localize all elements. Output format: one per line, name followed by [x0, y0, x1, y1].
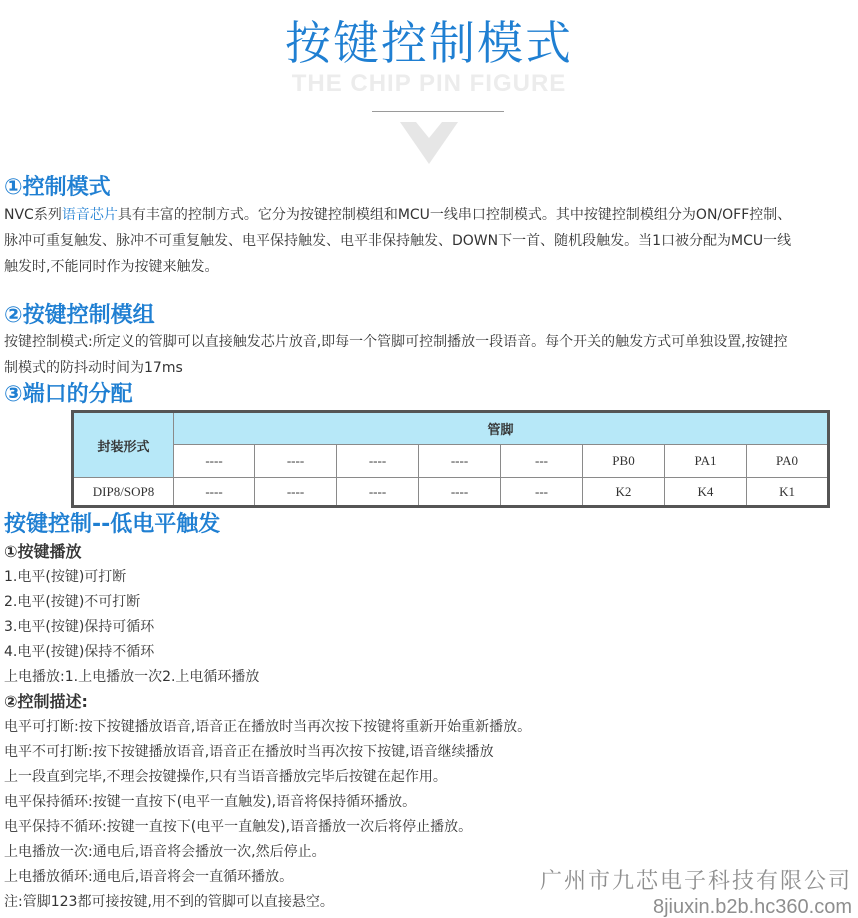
table-pin-name: PB0 — [583, 445, 665, 478]
table-pin-name: --- — [501, 445, 583, 478]
list-item: 上电播放:1.上电播放一次2.上电循环播放 — [4, 669, 260, 685]
table-cell: ---- — [174, 478, 255, 507]
section-paragraph-key-control: 按键控制模式:所定义的管脚可以直接触发芯片放音,即每一个管脚可控制播放一段语音。每个开关的触发方式可单独设置,按键控制模式的防抖动时间为17ms — [4, 334, 788, 376]
table-cell: K1 — [747, 478, 829, 507]
description-line: 电平保持循环:按键一直按下(电平一直触发),语音将保持循环播放。 — [4, 794, 417, 810]
section-heading-control-mode: ①控制模式 — [4, 175, 111, 200]
chevron-down-icon — [400, 122, 458, 164]
list-item: 2.电平(按键)不可打断 — [4, 594, 141, 610]
page-subtitle: THE CHIP PIN FIGURE — [291, 70, 567, 97]
table-pin-name: ---- — [174, 445, 255, 478]
section-heading-low-level-trigger: 按键控制--低电平触发 — [4, 512, 221, 537]
table-cell: ---- — [337, 478, 419, 507]
paragraph-text: NVC系列 — [4, 207, 62, 223]
page-title: 按键控制模式 — [285, 16, 573, 70]
table-pin-name: PA0 — [747, 445, 829, 478]
description-line: 电平可打断:按下按键播放语音,语音正在播放时当再次按下按键将重新开始重新播放。 — [4, 719, 532, 735]
section-paragraph-control-mode — [4, 202, 794, 280]
table-header-package: 封装形式 — [73, 412, 174, 478]
table-pin-name: ---- — [337, 445, 419, 478]
section-heading-key-control: ②按键控制模组 — [4, 303, 155, 328]
subheading-key-playback: ①按键播放 — [4, 542, 82, 561]
paragraph-text: 具有丰富的控制方式。它分为按键控制模组和MCU一线串口控制模式。其中按键控制模组分为ON/OFF控制、脉冲可重复触发、脉冲不可重复触发、电平保持触发、电平非保持触发、DOWN下一首、随机段触发。当1口被分配为MCU一线触发时,不能同时作为按键来触发。 — [4, 207, 792, 275]
description-line: 上电播放一次:通电后,语音将会播放一次,然后停止。 — [4, 844, 326, 860]
list-item: 3.电平(按键)保持可循环 — [4, 619, 155, 635]
table-pin-name: ---- — [419, 445, 501, 478]
description-line: 电平不可打断:按下按键播放语音,语音正在播放时当再次按下按键,语音继续播放 — [4, 744, 494, 760]
description-line: 电平保持不循环:按键一直按下(电平一直触发),语音播放一次后将停止播放。 — [4, 819, 473, 835]
title-divider — [372, 111, 504, 112]
description-line: 上一段直到完毕,不理会按键操作,只有当语音播放完毕后按键在起作用。 — [4, 769, 447, 785]
table-pin-name: ---- — [255, 445, 337, 478]
watermark-url: 8jiuxin.b2b.hc360.com — [652, 896, 852, 918]
table-pin-name: PA1 — [665, 445, 747, 478]
list-item: 1.电平(按键)可打断 — [4, 569, 127, 585]
table-header-pins: 管脚 — [174, 412, 829, 445]
description-line: 注:管脚123都可接按键,用不到的管脚可以直接悬空。 — [4, 894, 334, 910]
table-cell: K4 — [665, 478, 747, 507]
voice-chip-link[interactable]: 语音芯片 — [61, 207, 118, 223]
table-cell: ---- — [255, 478, 337, 507]
pin-assignment-table — [71, 410, 830, 508]
section-heading-port-assignment: ③端口的分配 — [4, 382, 133, 407]
table-row — [73, 478, 829, 507]
table-cell: ---- — [419, 478, 501, 507]
list-item: 4.电平(按键)保持不循环 — [4, 644, 155, 660]
description-line: 上电播放循环:通电后,语音将会一直循环播放。 — [4, 869, 294, 885]
watermark — [540, 868, 852, 918]
table-package-cell: DIP8/SOP8 — [73, 478, 174, 507]
subheading-control-description: ②控制描述: — [4, 692, 88, 711]
table-cell: --- — [501, 478, 583, 507]
table-cell: K2 — [583, 478, 665, 507]
watermark-company: 广州市九芯电子科技有限公司 — [539, 869, 852, 894]
